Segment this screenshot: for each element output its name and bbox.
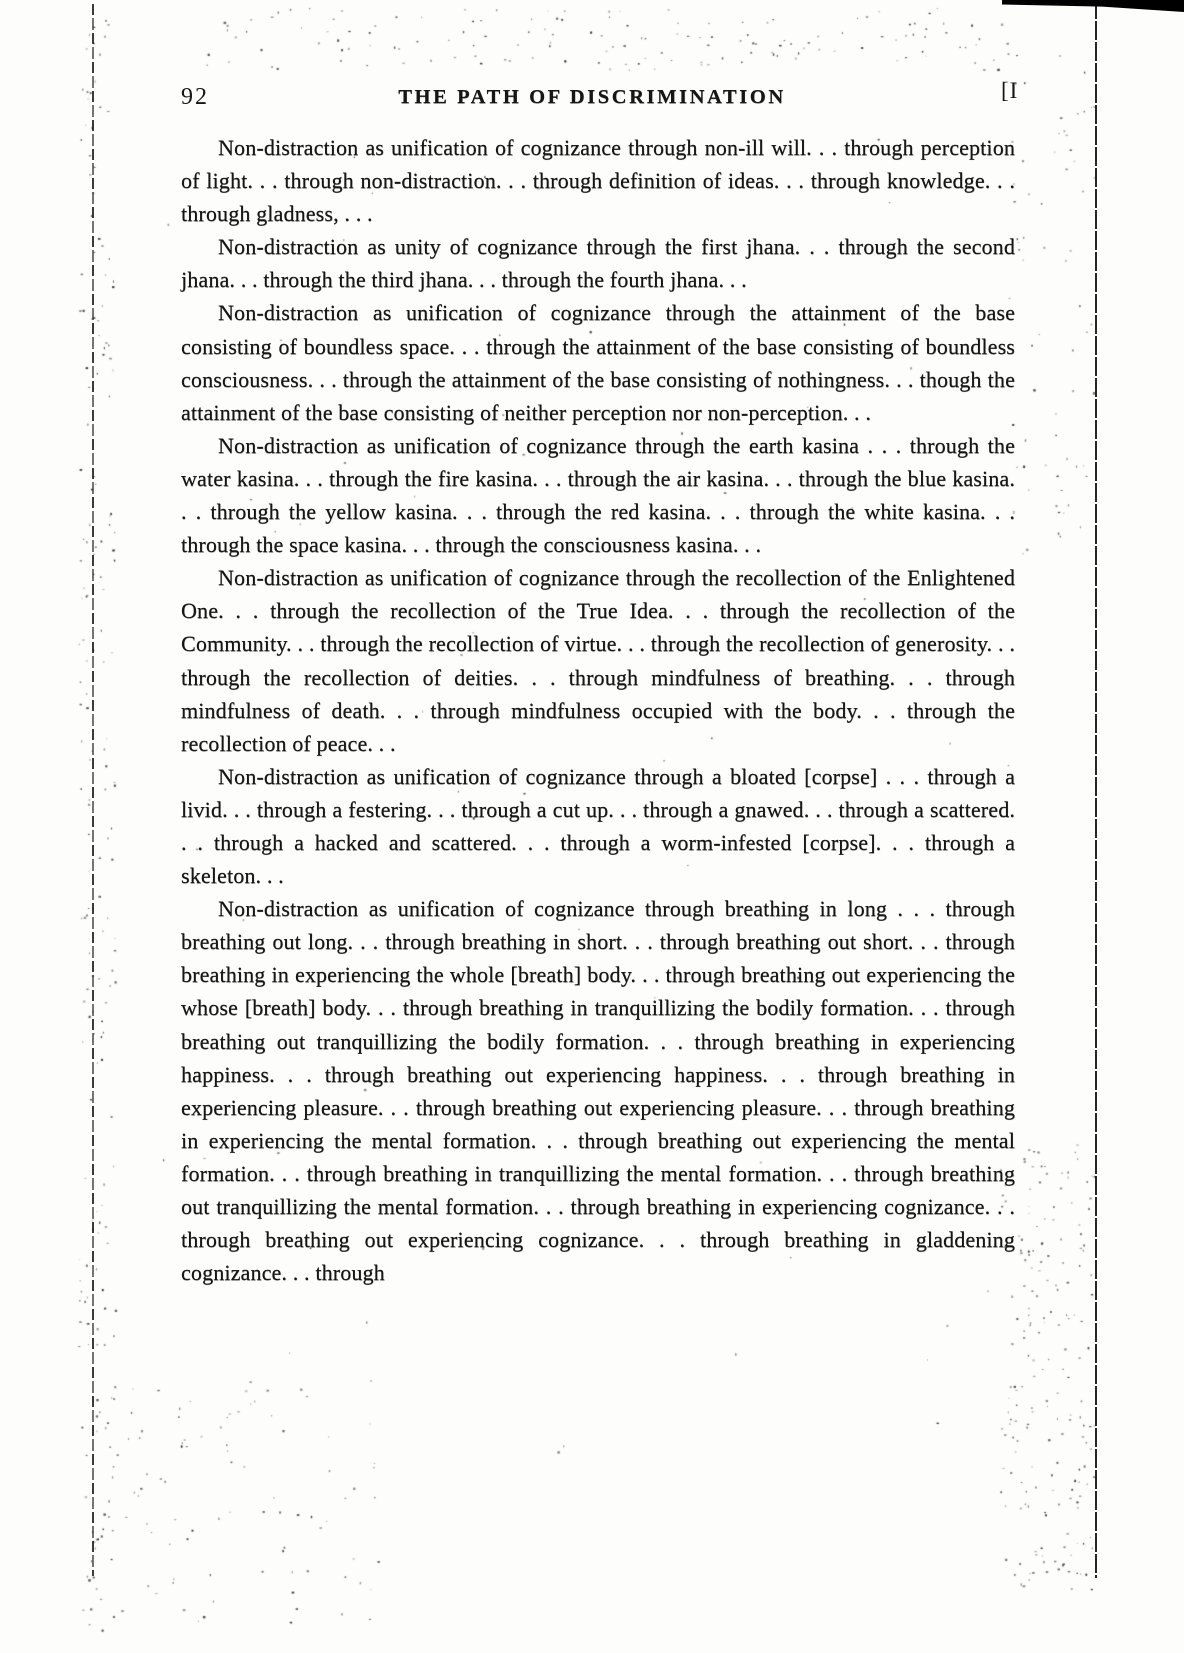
paragraph: Non-distraction as unification of cognizance through a bloated [corpse] . . . through a livid. . . through a festering. . . through a cut up. . . through a gnawed. . . through a scattered. . . through a hacked and scattered. . . through a worm-infested [corpse]. . . through a skeleton. . .: [181, 763, 1015, 889]
page-header: [0, 78, 1184, 118]
paragraph: Non-distraction as unification of cognizance through non-ill will. . . through perception of light. . . through non-distraction. . . through definition of ideas. . . through knowledge. . . through gladness, . . .: [181, 135, 1015, 227]
left-page-edge-line: [92, 4, 94, 1576]
right-page-edge-line: [1095, 0, 1097, 1578]
running-title: THE PATH OF DISCRIMINATION: [398, 86, 786, 108]
page-body: [181, 131, 1015, 1289]
page-number: 92: [181, 84, 209, 110]
paragraph: Non-distraction as unification of cognizance through the earth kasina . . . through the water kasina. . . through the fire kasina. . . through the air kasina. . . through the blue kasina. . . through the yellow kasina. . . through the red kasina. . . through the white kasina. . . through the space kasina. . . through the consciousness kasina. . .: [181, 432, 1015, 558]
paragraph: Non-distraction as unity of cognizance through the first jhana. . . through the second jhana. . . through the third jhana. . . through the fourth jhana. . .: [181, 234, 1015, 293]
folio-mark: [I: [1001, 78, 1019, 103]
paragraph: Non-distraction as unification of cognizance through the attainment of the base consisting of boundless space. . . through the attainment of the base consisting of boundless consciousness. . . through the attainment of the base consisting of nothingness. . . though the attainment of the base consisting of neither perception nor non-perception. . .: [181, 300, 1015, 425]
paragraph: Non-distraction as unification of cognizance through the recollection of the Enlightened One. . . through the recollection of the True Idea. . . through the recollection of the Community. . . through the recollection of virtue. . . through the recollection of generosity. . . through the recollection of deities. . . through mindfulness of breathing. . . through mindfulness of death. . . through mindfulness occupied with the body. . . through the recollection of peace. . .: [181, 565, 1015, 756]
paragraph: Non-distraction as unification of cognizance through breathing in long . . . through breathing out long. . . through breathing in short. . . through breathing out short. . . through breathing in experiencing the whole [breath] body. . . through breathing out experiencing the whose [breath] body. . . through breathing in tranquillizing the bodily formation. . . through breathing out tranquillizing the bodily formation. . . through breathing in experiencing happiness. . . through breathing out experiencing happiness. . . through breathing in experiencing pleasure. . . through breathing out experiencing pleasure. . . through breathing in experiencing the mental formation. . . through breathing out experiencing the mental formation. . . through breathing in tranquillizing the mental formation. . . through breathing out tranquillizing the mental formation. . . through breathing in experiencing cognizance. . . through breathing out experiencing cognizance. . . through breathing in gladdening cognizance. . . through: [181, 896, 1015, 1286]
